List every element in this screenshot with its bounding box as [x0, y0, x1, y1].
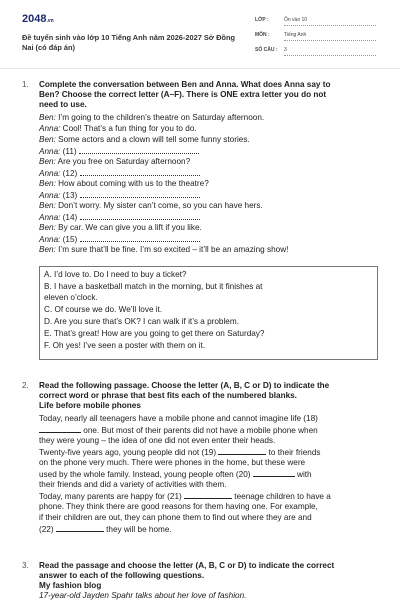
meta-label-class: LỚP : — [255, 17, 269, 23]
meta-divider — [284, 55, 376, 56]
dialogue-text: (14) — [60, 213, 80, 222]
answer-option: B. I have a basketball match in the morning, but it finishes at — [44, 282, 263, 291]
passage-text: (22) — [39, 525, 56, 534]
dialogue-text: (15) — [60, 235, 80, 244]
passage-line — [39, 414, 379, 424]
answer-blank[interactable] — [80, 212, 200, 220]
answer-blank[interactable] — [253, 469, 295, 477]
answer-blank[interactable] — [218, 447, 266, 455]
dialogue-text: By car. We can give you a lift if you like. — [55, 223, 202, 232]
meta-value-count: 3 — [284, 47, 287, 53]
dialogue-text: Cool! That’s a fun thing for you to do. — [60, 124, 197, 133]
passage-text: phone. They think there are good reasons for them having one. For example, — [39, 502, 318, 511]
speaker-name: Anna: — [39, 191, 61, 200]
passage-text: their friends and did a variety of activities with them. — [39, 480, 227, 489]
answer-option: F. Oh yes! I’ve seen a poster with them on it. — [44, 341, 206, 350]
passage-text: they will be home. — [103, 525, 172, 534]
dialogue-text: I’m going to the children’s theatre on Saturday afternoon. — [55, 113, 265, 122]
site-logo[interactable] — [22, 13, 54, 25]
meta-divider — [284, 25, 376, 26]
speaker-name: Anna: — [39, 235, 61, 244]
passage-line — [39, 491, 379, 502]
passage-line — [39, 524, 379, 535]
passage-line — [39, 458, 379, 468]
passage-line — [39, 469, 379, 480]
answer-option: C. Of course we do. We’ll love it. — [44, 305, 163, 314]
speaker-name: Ben: — [39, 223, 56, 232]
dialogue-line — [39, 146, 199, 157]
dialogue-line — [39, 168, 200, 179]
speaker-name: Anna: — [39, 124, 61, 133]
answer-blank[interactable] — [39, 425, 81, 433]
passage-title: Life before mobile phones — [39, 401, 141, 410]
passage-title: My fashion blog — [39, 581, 102, 590]
speaker-name: Ben: — [39, 113, 56, 122]
answer-option: A. I’d love to. Do I need to buy a ticket? — [44, 270, 187, 279]
question-prompt-line: Read the following passage. Choose the letter (A, B, C or D) to indicate the — [39, 381, 330, 390]
answer-option: E. That’s great! How are you going to get there on Saturday? — [44, 329, 265, 338]
dialogue-text: Don’t worry. My sister can’t come, so you can have hers. — [55, 201, 263, 210]
passage-line — [39, 425, 379, 436]
answer-blank[interactable] — [80, 234, 200, 242]
answer-blank[interactable] — [80, 168, 200, 176]
dialogue-text: (11) — [60, 147, 79, 156]
dialogue-line — [39, 179, 209, 189]
passage-text: one. But most of their parents did not have a mobile phone when — [81, 426, 318, 435]
speaker-name: Ben: — [39, 135, 56, 144]
question-prompt-line: answer to each of the following questions. — [39, 571, 205, 580]
question-prompt-line: Complete the conversation between Ben and Anna. What does Anna say to — [39, 80, 331, 89]
dialogue-line — [39, 190, 200, 201]
passage-line — [39, 502, 379, 512]
dialogue-text: Some actors and a clown will tell some funny stories. — [55, 135, 250, 144]
meta-divider — [284, 40, 376, 41]
passage-text: used by the whole family. Instead, young people often (20) — [39, 470, 253, 479]
meta-label-subject: MÔN : — [255, 32, 270, 38]
dialogue-line — [39, 223, 202, 233]
logo-suffix: .vn — [46, 18, 54, 24]
dialogue-line — [39, 212, 200, 223]
question-prompt-line: Ben? Choose the correct letter (A–F). There is ONE extra letter you do not — [39, 90, 327, 99]
dialogue-text: I’m sure that’ll be fine. I’m so excited – it’ll be an amazing show! — [55, 245, 289, 254]
passage-text: on the phone very much. There were phones in the home, but these were — [39, 458, 306, 467]
speaker-name: Ben: — [39, 157, 56, 166]
passage-line — [39, 436, 379, 446]
speaker-name: Anna: — [39, 213, 61, 222]
passage-line — [39, 447, 379, 458]
question-prompt-line: correct word or phrase that best fits each of the numbered blanks. — [39, 391, 297, 400]
answer-option: eleven o’clock. — [44, 293, 98, 302]
speaker-name: Ben: — [39, 245, 56, 254]
answer-options-box — [39, 266, 378, 360]
passage-line — [39, 480, 379, 490]
speaker-name: Ben: — [39, 179, 56, 188]
logo-text: 2048 — [22, 13, 47, 25]
passage-text: if their children are out, they can phone them to find out where they are and — [39, 513, 312, 522]
dialogue-line — [39, 135, 250, 145]
passage-text: Twenty-five years ago, young people did not (19) — [39, 448, 219, 457]
dialogue-text: (12) — [60, 169, 80, 178]
meta-label-count: SỐ CÂU : — [255, 47, 278, 53]
question-prompt-line: need to use. — [39, 100, 87, 109]
question-prompt-line: Read the passage and choose the letter (A, B, C or D) to indicate the correct — [39, 561, 335, 570]
dialogue-text: How about coming with us to the theatre? — [55, 179, 209, 188]
passage-text: to their friends — [266, 448, 321, 457]
answer-blank[interactable] — [56, 524, 104, 532]
page-header — [0, 0, 400, 68]
question-number: 1. — [22, 80, 29, 89]
question-number: 2. — [22, 381, 29, 390]
speaker-name: Anna: — [39, 147, 61, 156]
speaker-name: Ben: — [39, 201, 56, 210]
passage-text: Today, many parents are happy for (21) — [39, 492, 185, 501]
passage-text: they were young – the idea of one did not even enter their heads. — [39, 436, 276, 445]
document-title: Đề tuyển sinh vào lớp 10 Tiếng Anh năm 2026-2027 Sở Đồng Nai (có đáp án) — [22, 33, 235, 52]
header-divider — [0, 68, 400, 69]
question-number: 3. — [22, 561, 29, 570]
dialogue-line — [39, 234, 200, 245]
passage-text: Today, nearly all teenagers have a mobile phone and cannot imagine life (18) — [39, 414, 318, 423]
meta-value-subject: Tiếng Anh — [284, 32, 307, 38]
passage-text: with — [294, 470, 312, 479]
dialogue-line — [39, 201, 263, 211]
dialogue-line — [39, 124, 197, 134]
dialogue-line — [39, 157, 190, 167]
dialogue-line — [39, 113, 264, 123]
dialogue-text: Are you free on Saturday afternoon? — [55, 157, 191, 166]
speaker-name: Anna: — [39, 169, 61, 178]
answer-blank[interactable] — [184, 491, 232, 499]
passage-line — [39, 513, 379, 523]
answer-option: D. Are you sure that’s OK? I can walk if it’s a problem. — [44, 317, 239, 326]
answer-blank[interactable] — [79, 146, 199, 154]
dialogue-text: (13) — [60, 191, 80, 200]
passage-text: teenage children to have a — [232, 492, 331, 501]
meta-value-class: Ôn vào 10 — [284, 17, 308, 23]
answer-blank[interactable] — [80, 190, 200, 198]
passage-text: 17-year-old Jayden Spahr talks about her love of fashion. — [39, 591, 247, 600]
dialogue-line — [39, 245, 288, 255]
